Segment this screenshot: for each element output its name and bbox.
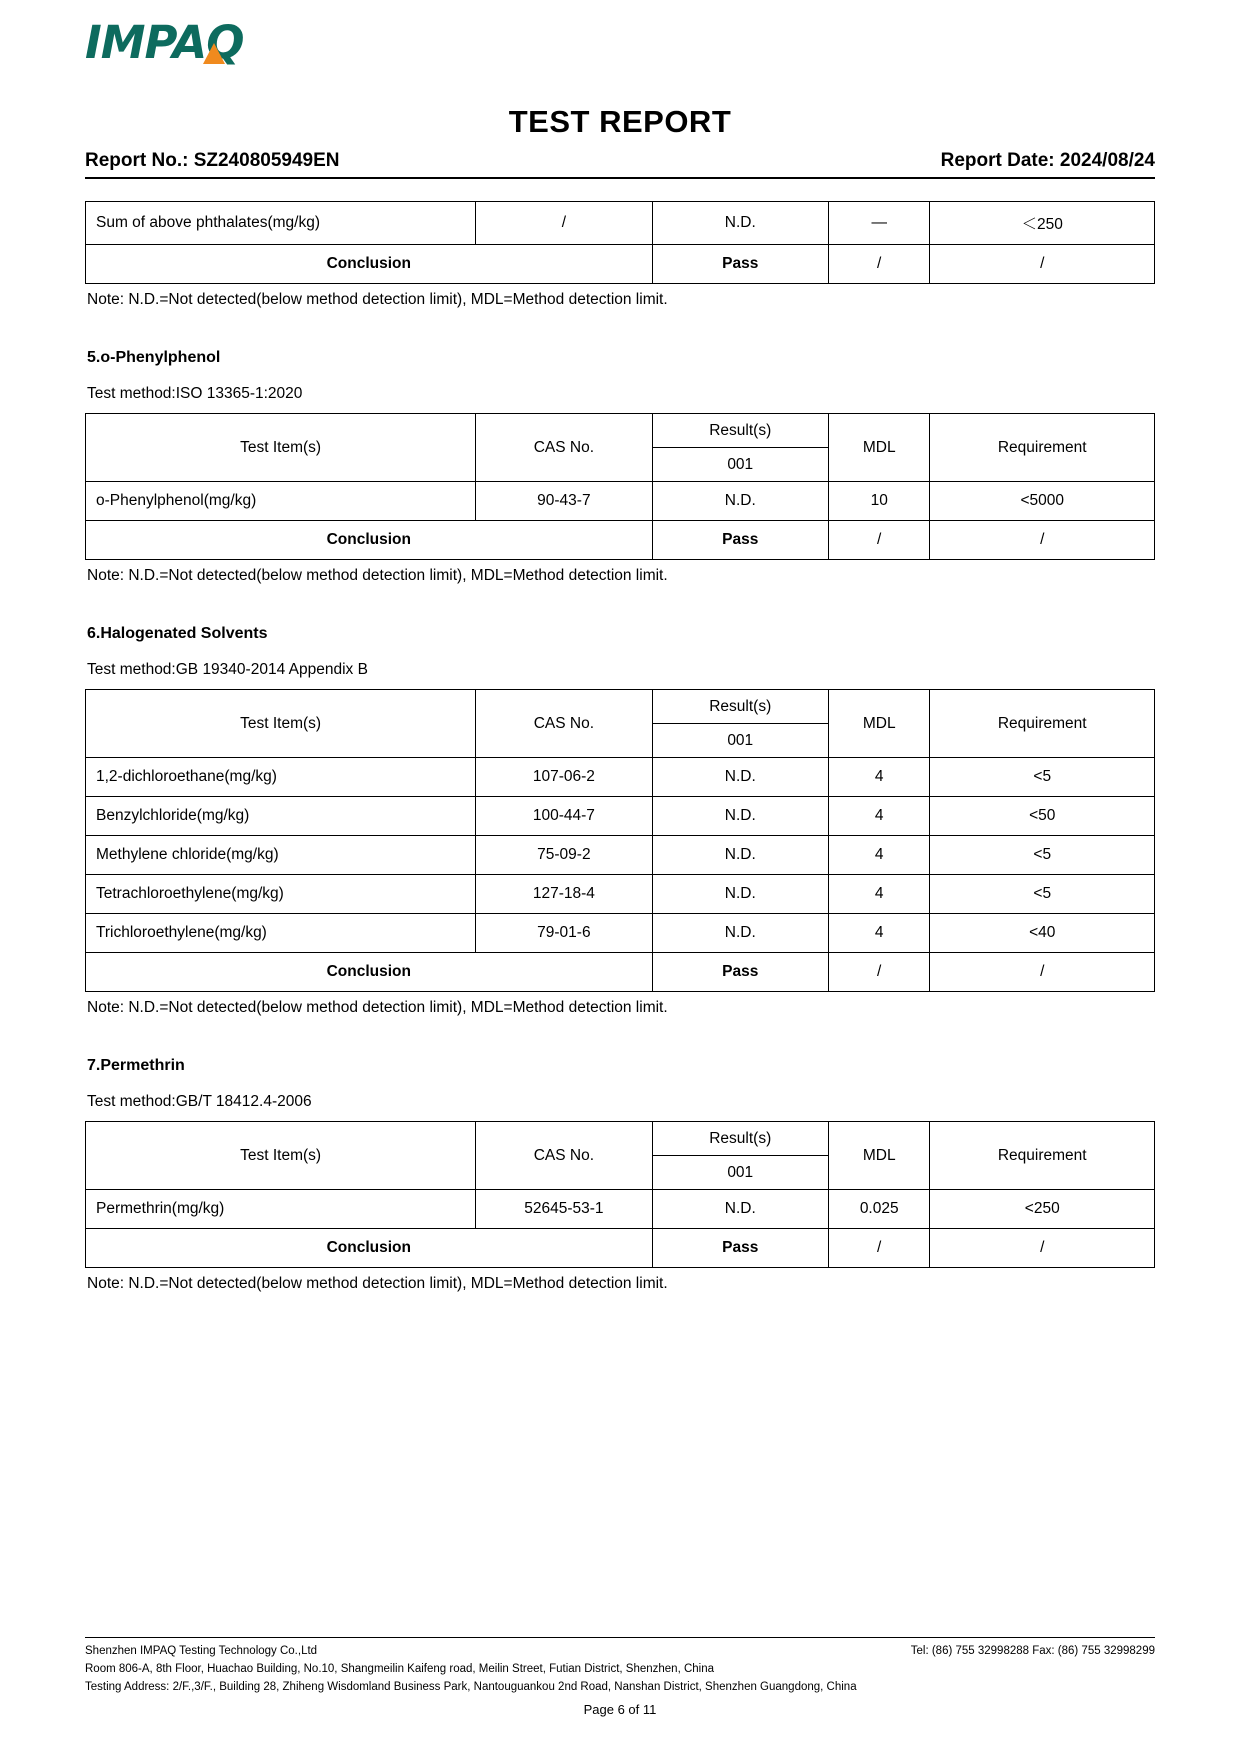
cell-conclusion-mdl: / bbox=[828, 245, 930, 284]
cell-conclusion-requirement: / bbox=[930, 953, 1155, 992]
cell-conclusion-label: Conclusion bbox=[86, 521, 653, 560]
cell-cas: 100-44-7 bbox=[476, 797, 652, 836]
cell-item: Benzylchloride(mg/kg) bbox=[86, 797, 476, 836]
cell-mdl: 4 bbox=[828, 797, 930, 836]
table-note: Note: N.D.=Not detected(below method detection limit), MDL=Method detection limit. bbox=[87, 1275, 668, 1292]
cell-conclusion-requirement: / bbox=[930, 1229, 1155, 1268]
cell-mdl: 4 bbox=[828, 875, 930, 914]
cell-requirement: <5 bbox=[930, 758, 1155, 797]
cell-conclusion-result: Pass bbox=[652, 245, 828, 284]
cell-mdl: 4 bbox=[828, 758, 930, 797]
section-test-method: Test method:GB/T 18412.4-2006 bbox=[87, 1093, 312, 1110]
logo-area bbox=[85, 0, 1155, 90]
sections-container bbox=[85, 349, 1155, 1293]
cell-result: N.D. bbox=[652, 797, 828, 836]
cell-requirement: ＜250 bbox=[930, 202, 1155, 245]
cell-conclusion-label: Conclusion bbox=[86, 1229, 653, 1268]
cell-mdl: 10 bbox=[828, 482, 930, 521]
conclusion-row bbox=[86, 245, 1155, 284]
table-row bbox=[86, 875, 1155, 914]
conclusion-row bbox=[86, 953, 1155, 992]
cell-requirement: <5 bbox=[930, 836, 1155, 875]
section-test-method: Test method:GB 19340-2014 Appendix B bbox=[87, 661, 368, 678]
header-cas-no: CAS No. bbox=[476, 690, 652, 758]
report-section bbox=[85, 1057, 1155, 1293]
cell-cas: 52645-53-1 bbox=[476, 1190, 652, 1229]
cell-conclusion-mdl: / bbox=[828, 953, 930, 992]
report-date: Report Date: 2024/08/24 bbox=[940, 150, 1155, 171]
cell-result: N.D. bbox=[652, 836, 828, 875]
header-results-label: Result(s) bbox=[653, 1122, 828, 1156]
results-table bbox=[85, 689, 1155, 992]
cell-result: N.D. bbox=[652, 914, 828, 953]
cell-item: Permethrin(mg/kg) bbox=[86, 1190, 476, 1229]
cell-conclusion-requirement: / bbox=[930, 245, 1155, 284]
table-row bbox=[86, 797, 1155, 836]
footer-testing-address: Testing Address: 2/F.,3/F., Building 28, Zhiheng Wisdomland Business Park, Nantouguankou 2nd Road, Nanshan District, Shenzhen Guangdong, China bbox=[85, 1681, 857, 1694]
cell-requirement: <5000 bbox=[930, 482, 1155, 521]
conclusion-row bbox=[86, 521, 1155, 560]
phthalates-summary-table bbox=[85, 201, 1155, 284]
cell-conclusion-result: Pass bbox=[652, 521, 828, 560]
table-row bbox=[86, 758, 1155, 797]
header-results-label: Result(s) bbox=[653, 414, 828, 448]
cell-requirement: <250 bbox=[930, 1190, 1155, 1229]
header-results bbox=[652, 414, 828, 482]
page-footer bbox=[85, 1637, 1155, 1720]
cell-conclusion-label: Conclusion bbox=[86, 245, 653, 284]
table-row bbox=[86, 1190, 1155, 1229]
cell-item: Tetrachloroethylene(mg/kg) bbox=[86, 875, 476, 914]
cell-mdl: 4 bbox=[828, 836, 930, 875]
table-note: Note: N.D.=Not detected(below method detection limit), MDL=Method detection limit. bbox=[87, 999, 668, 1016]
cell-item: Sum of above phthalates(mg/kg) bbox=[86, 202, 476, 245]
header-mdl: MDL bbox=[828, 1122, 930, 1190]
table-row bbox=[86, 482, 1155, 521]
page-title: TEST REPORT bbox=[508, 104, 732, 139]
header-test-item: Test Item(s) bbox=[86, 690, 476, 758]
header-sample-id: 001 bbox=[727, 1164, 754, 1181]
header-cas-no: CAS No. bbox=[476, 1122, 652, 1190]
cell-item: Methylene chloride(mg/kg) bbox=[86, 836, 476, 875]
cell-conclusion-mdl: / bbox=[828, 521, 930, 560]
table-header-row bbox=[86, 1122, 1155, 1190]
header-test-item: Test Item(s) bbox=[86, 1122, 476, 1190]
results-table bbox=[85, 1121, 1155, 1268]
header-results bbox=[652, 1122, 828, 1190]
section-heading: 7.Permethrin bbox=[87, 1057, 185, 1074]
header-requirement: Requirement bbox=[930, 414, 1155, 482]
cell-conclusion-mdl: / bbox=[828, 1229, 930, 1268]
report-section bbox=[85, 349, 1155, 585]
cell-item: o-Phenylphenol(mg/kg) bbox=[86, 482, 476, 521]
section-test-method: Test method:ISO 13365-1:2020 bbox=[87, 385, 303, 402]
table-note: Note: N.D.=Not detected(below method detection limit), MDL=Method detection limit. bbox=[87, 567, 668, 584]
table-note: Note: N.D.=Not detected(below method detection limit), MDL=Method detection limit. bbox=[87, 291, 668, 308]
table-row bbox=[86, 202, 1155, 245]
cell-requirement: <50 bbox=[930, 797, 1155, 836]
header-test-item: Test Item(s) bbox=[86, 414, 476, 482]
cell-conclusion-requirement: / bbox=[930, 521, 1155, 560]
footer-contact: Tel: (86) 755 32998288 Fax: (86) 755 32998299 bbox=[910, 1645, 1155, 1658]
header-sample-id: 001 bbox=[727, 456, 754, 473]
table-header-row bbox=[86, 690, 1155, 758]
header-cas-no: CAS No. bbox=[476, 414, 652, 482]
cell-cas: 127-18-4 bbox=[476, 875, 652, 914]
cell-mdl: — bbox=[828, 202, 930, 245]
cell-requirement: <40 bbox=[930, 914, 1155, 953]
results-table bbox=[85, 413, 1155, 560]
cell-result: N.D. bbox=[652, 202, 828, 245]
table-header-row bbox=[86, 414, 1155, 482]
header-mdl: MDL bbox=[828, 690, 930, 758]
cell-result: N.D. bbox=[652, 875, 828, 914]
logo-wordmark: IMPAQ bbox=[85, 16, 244, 69]
cell-conclusion-label: Conclusion bbox=[86, 953, 653, 992]
cell-cas: / bbox=[476, 202, 652, 245]
report-meta-bar bbox=[85, 150, 1155, 179]
cell-mdl: 4 bbox=[828, 914, 930, 953]
cell-result: N.D. bbox=[652, 482, 828, 521]
cell-item: Trichloroethylene(mg/kg) bbox=[86, 914, 476, 953]
cell-cas: 79-01-6 bbox=[476, 914, 652, 953]
cell-cas: 90-43-7 bbox=[476, 482, 652, 521]
header-results bbox=[652, 690, 828, 758]
table-row bbox=[86, 914, 1155, 953]
cell-item: 1,2-dichloroethane(mg/kg) bbox=[86, 758, 476, 797]
header-results-label: Result(s) bbox=[653, 690, 828, 724]
header-requirement: Requirement bbox=[930, 690, 1155, 758]
conclusion-row bbox=[86, 1229, 1155, 1268]
cell-conclusion-result: Pass bbox=[652, 953, 828, 992]
cell-conclusion-result: Pass bbox=[652, 1229, 828, 1268]
header-mdl: MDL bbox=[828, 414, 930, 482]
header-sample-id: 001 bbox=[727, 732, 754, 749]
footer-page-number: Page 6 of 11 bbox=[583, 1701, 657, 1717]
cell-requirement: <5 bbox=[930, 875, 1155, 914]
header-requirement: Requirement bbox=[930, 1122, 1155, 1190]
report-section bbox=[85, 625, 1155, 1017]
cell-result: N.D. bbox=[652, 758, 828, 797]
cell-result: N.D. bbox=[652, 1190, 828, 1229]
cell-mdl: 0.025 bbox=[828, 1190, 930, 1229]
table-row bbox=[86, 836, 1155, 875]
cell-cas: 107-06-2 bbox=[476, 758, 652, 797]
cell-cas: 75-09-2 bbox=[476, 836, 652, 875]
footer-company: Shenzhen IMPAQ Testing Technology Co.,Ltd bbox=[85, 1645, 318, 1658]
footer-address: Room 806-A, 8th Floor, Huachao Building, No.10, Shangmeilin Kaifeng road, Meilin Street, Futian District, Shenzhen, China bbox=[85, 1663, 715, 1676]
impaq-logo bbox=[85, 16, 244, 69]
section-heading: 5.o-Phenylphenol bbox=[87, 349, 221, 366]
report-number: Report No.: SZ240805949EN bbox=[85, 150, 340, 171]
logo-triangle-icon bbox=[203, 43, 225, 64]
section-heading: 6.Halogenated Solvents bbox=[87, 625, 268, 642]
